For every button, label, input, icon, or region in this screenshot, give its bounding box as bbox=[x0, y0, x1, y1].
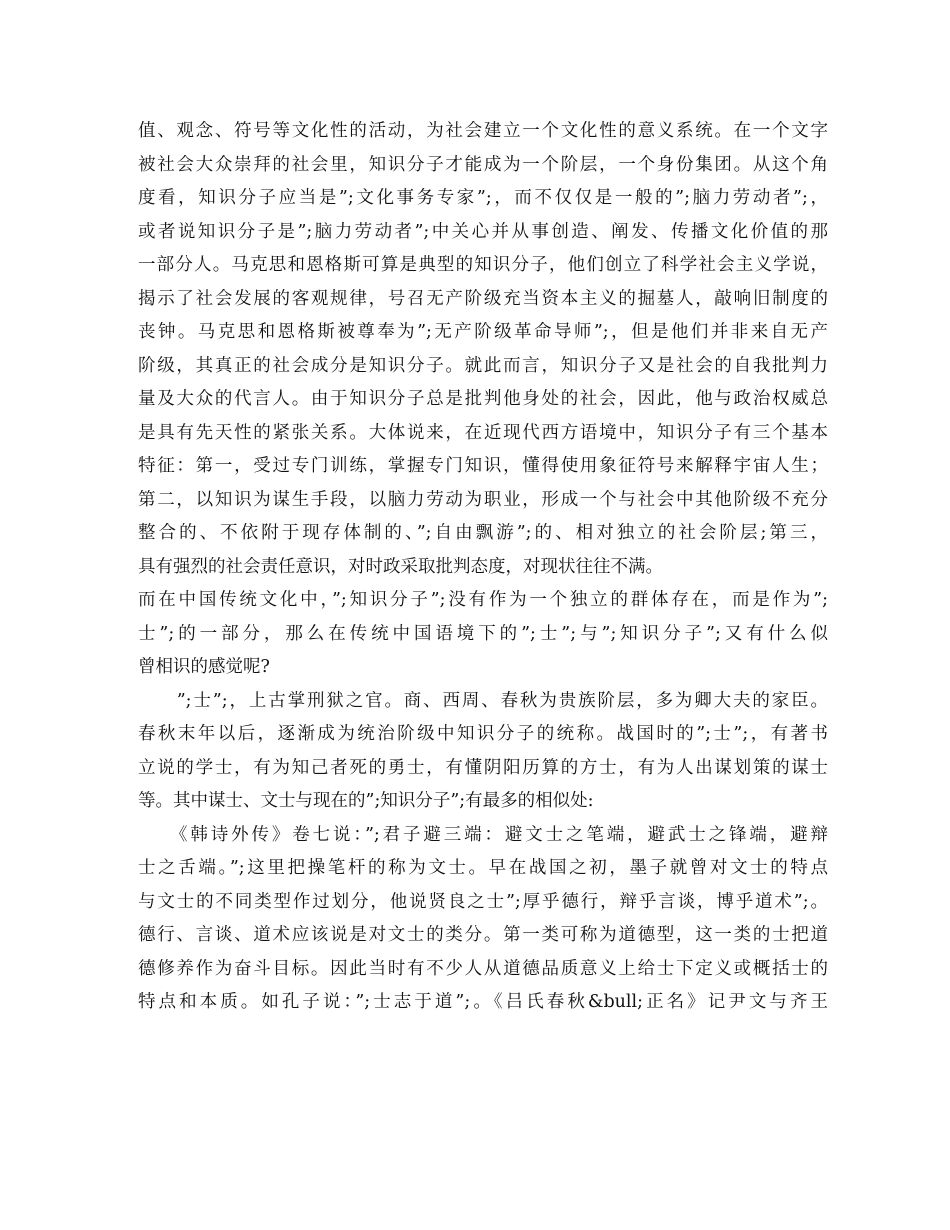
text-line: ”;士”;，上古掌刑狱之官。商、西周、春秋为贵族阶层，多为卿大夫的家臣。 bbox=[138, 690, 828, 711]
text-line: 阶级，其真正的社会成分是知识分子。就此而言，知识分子又是社会的自我批判力 bbox=[138, 355, 828, 376]
text-line: 特征：第一，受过专门训练，掌握专门知识，懂得使用象征符号来解释宇宙人生； bbox=[138, 456, 828, 476]
text-line: 整合的、不依附于现存体制的、”;自由飘游”;的、相对独立的社会阶层;第三， bbox=[138, 523, 828, 543]
text-line: 曾相识的感觉呢? bbox=[138, 657, 270, 677]
text-line: 与文士的不同类型作过划分，他说贤良之士”;厚乎德行，辩乎言谈，博乎道术”;。 bbox=[138, 891, 828, 912]
text-line: 或者说知识分子是”;脑力劳动者”;中关心并从事创造、阐发、传播文化价值的那 bbox=[138, 221, 828, 242]
text-line: 度看，知识分子应当是”;文化事务专家”;，而不仅仅是一般的”;脑力劳动者”;， bbox=[138, 188, 828, 208]
text-line: 一部分人。马克思和恩格斯可算是典型的知识分子，他们创立了科学社会主义学说， bbox=[138, 255, 828, 275]
text-line: 量及大众的代言人。由于知识分子总是批判他身处的社会，因此，他与政治权威总 bbox=[138, 389, 828, 409]
text-line: 士之舌端。”;这里把操笔杆的称为文士。早在战国之初，墨子就曾对文士的特点 bbox=[138, 858, 828, 878]
text-line: 春秋末年以后，逐渐成为统治阶级中知识分子的统称。战国时的”;士”;，有著书 bbox=[138, 724, 828, 744]
text-line: 是具有先天性的紧张关系。大体说来，在近现代西方语境中，知识分子有三个基本 bbox=[138, 422, 828, 443]
text-line: 德行、言谈、道术应该说是对文士的类分。第一类可称为道德型，这一类的士把道 bbox=[138, 925, 828, 945]
text-line: 值、观念、符号等文化性的活动，为社会建立一个文化性的意义系统。在一个文字 bbox=[138, 121, 828, 141]
text-line: 具有强烈的社会责任意识，对时政采取批判态度，对现状往往不满。 bbox=[138, 556, 663, 577]
text-line: 等。其中谋士、文士与现在的”;知识分子”;有最多的相似处: bbox=[138, 791, 594, 811]
text-line: 揭示了社会发展的客观规律，号召无产阶级充当资本主义的掘墓人，敲响旧制度的 bbox=[138, 288, 828, 309]
text-line: 德修养作为奋斗目标。因此当时有不少人从道德品质意义上给士下定义或概括士的 bbox=[138, 958, 828, 979]
text-line: 士”;的一部分，那么在传统中国语境下的”;士”;与”;知识分子”;又有什么似 bbox=[138, 623, 828, 644]
text-line: 立说的学士，有为知己者死的勇士，有懂阴阳历算的方士，有为人出谋划策的谋士 bbox=[138, 757, 828, 778]
text-line: 丧钟。马克思和恩格斯被尊奉为”;无产阶级革命导师”;，但是他们并非来自无产 bbox=[138, 322, 828, 342]
text-line: 而在中国传统文化中，”;知识分子”;没有作为一个独立的群体存在，而是作为”; bbox=[138, 590, 828, 610]
text-line: 第二，以知识为谋生手段，以脑力劳动为职业，形成一个与社会中其他阶级不充分 bbox=[138, 489, 828, 510]
text-line: 被社会大众崇拜的社会里，知识分子才能成为一个阶层，一个身份集团。从这个角 bbox=[138, 154, 828, 175]
text-line: 《韩诗外传》卷七说：”;君子避三端：避文士之笔端，避武士之锋端，避辩 bbox=[138, 824, 828, 845]
text-line: 特点和本质。如孔子说：”;士志于道”;。《吕氏春秋&bull;正名》记尹文与齐王 bbox=[138, 992, 828, 1012]
body-text bbox=[138, 115, 828, 1020]
